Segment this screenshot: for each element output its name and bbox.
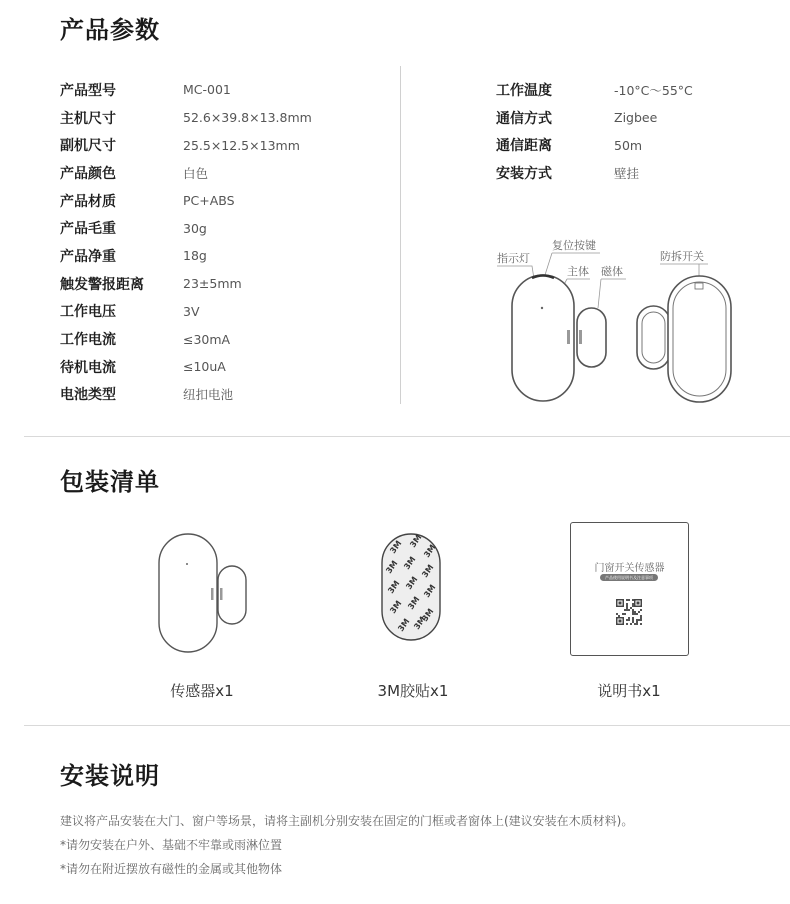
sensor-front-main <box>512 275 574 401</box>
spec-row <box>60 325 390 353</box>
sticker-mark: 3M <box>386 578 402 596</box>
sticker-mark: 3M <box>408 532 424 550</box>
package-sticker-caption: 3M胶贴x1 <box>377 682 449 700</box>
spec-value: ≤30mA <box>183 331 231 347</box>
sticker-mark: 3M <box>422 582 438 600</box>
spec-label: 安装方式 <box>496 165 552 182</box>
spec-list-left <box>60 76 390 408</box>
spec-value: 白色 <box>183 165 209 181</box>
sticker-mark: 3M <box>404 574 420 592</box>
spec-value: ≤10uA <box>183 359 226 375</box>
spec-list-right <box>496 76 756 187</box>
spec-value: 纽扣电池 <box>183 387 234 403</box>
spec-value: 30g <box>183 220 207 236</box>
spec-row <box>60 353 390 381</box>
package-title: 包装清单 <box>60 468 160 496</box>
spec-label: 待机电流 <box>60 359 116 376</box>
spec-label: 副机尺寸 <box>60 138 116 155</box>
tamper-label: 防拆开关 <box>660 250 704 263</box>
spec-label: 产品型号 <box>60 82 116 99</box>
spec-label: 触发警报距离 <box>60 276 144 293</box>
package-manual <box>570 522 689 656</box>
sticker-mark: 3M <box>422 542 438 560</box>
spec-row <box>60 76 390 104</box>
spec-row <box>60 187 390 215</box>
spec-label: 工作温度 <box>496 82 552 99</box>
sticker-mark: 3M <box>402 554 418 572</box>
install-title: 安装说明 <box>60 762 160 790</box>
indicator-label: 指示灯 <box>497 252 530 265</box>
sticker-mark: 3M <box>384 558 400 576</box>
spec-row <box>60 381 390 409</box>
spec-row <box>60 131 390 159</box>
spec-value: 18g <box>183 248 207 264</box>
spec-label: 工作电压 <box>60 304 116 321</box>
spec-value: -10°C～55°C <box>614 82 693 98</box>
spec-value: MC-001 <box>183 82 231 98</box>
spec-value: 50m <box>614 137 643 153</box>
package-sticker <box>380 532 444 648</box>
spec-row <box>496 131 756 159</box>
reset-label: 复位按键 <box>552 239 596 252</box>
sensor-back-main <box>668 276 731 402</box>
install-line-2: *请勿安装在户外、基础不牢靠或雨淋位置 <box>60 838 283 852</box>
magnet-label: 磁体 <box>601 265 623 278</box>
spec-row <box>60 298 390 326</box>
spec-row <box>496 76 756 104</box>
sticker-mark: 3M <box>406 594 422 612</box>
spec-row <box>60 242 390 270</box>
spec-value: Zigbee <box>614 110 658 126</box>
qr-code-icon <box>616 599 642 629</box>
spec-label: 产品毛重 <box>60 221 116 238</box>
install-line-1: 建议将产品安装在大门、窗户等场景，请将主副机分别安装在固定的门框或者窗体上(建议安装在木质材料)。 <box>60 814 634 828</box>
spec-row <box>60 270 390 298</box>
spec-row <box>496 159 756 187</box>
spec-value: 52.6×39.8×13.8mm <box>183 110 312 126</box>
spec-label: 工作电流 <box>60 332 116 349</box>
spec-row <box>60 104 390 132</box>
sticker-mark: 3M <box>396 616 412 634</box>
divider-2 <box>24 725 790 726</box>
sensor-diagram <box>490 230 750 410</box>
install-line-3: *请勿在附近摆放有磁性的金属或其他物体 <box>60 862 283 876</box>
spec-label: 通信距离 <box>496 138 552 155</box>
sticker-mark: 3M <box>420 562 436 580</box>
sticker-mark: 3M <box>420 606 436 624</box>
sticker-mark: 3M <box>388 598 404 616</box>
spec-value: PC+ABS <box>183 193 235 209</box>
sticker-mark: 3M <box>388 538 404 556</box>
vertical-divider <box>400 66 401 404</box>
spec-label: 电池类型 <box>60 387 116 404</box>
sticker-mark: 3M <box>412 614 428 632</box>
manual-subtitle: 产品使用说明书及注意事项 <box>600 574 658 581</box>
spec-label: 产品颜色 <box>60 165 116 182</box>
spec-label: 产品净重 <box>60 248 116 265</box>
manual-title: 门窗开关传感器 <box>594 563 665 574</box>
spec-value: 23±5mm <box>183 276 242 292</box>
spec-label: 通信方式 <box>496 110 552 127</box>
divider-1 <box>24 436 790 437</box>
spec-value: 25.5×12.5×13mm <box>183 137 300 153</box>
spec-label: 产品材质 <box>60 193 116 210</box>
package-sensor-caption: 传感器x1 <box>170 682 234 700</box>
spec-row <box>60 214 390 242</box>
package-sensor <box>150 530 260 664</box>
package-manual-caption: 说明书x1 <box>597 682 661 700</box>
spec-row <box>60 159 390 187</box>
spec-value: 壁挂 <box>614 165 640 181</box>
spec-value: 3V <box>183 303 200 319</box>
spec-row <box>496 104 756 132</box>
main-body-label: 主体 <box>567 265 589 278</box>
spec-label: 主机尺寸 <box>60 110 116 127</box>
params-title: 产品参数 <box>60 16 160 44</box>
